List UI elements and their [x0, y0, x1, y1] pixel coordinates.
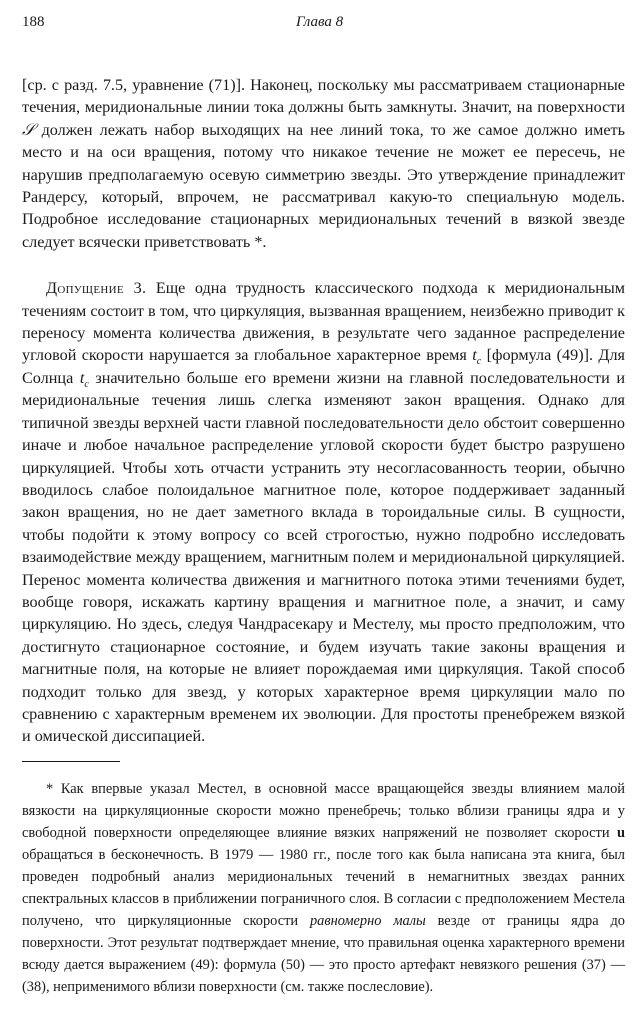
paragraph-assumption-3	[22, 277, 625, 748]
surface-symbol: 𝒮	[22, 119, 35, 139]
footnote-text-b: обращаться в бесконечность. В 1979 — 1980 гг., после того как была написана эта книга, был проведен подробный анализ меридиональных течений в немагнитных звездах ранних спектральных классов в приближении пограничного слоя. В согласии с предположением Местела получено, что циркуляционные скорости	[22, 846, 625, 929]
tc-2-base: t	[79, 368, 85, 387]
paragraph-2-text-c: значительно больше его времени жизни на главной последовательности и меридиональные течения лишь слегка изменяют закон вращения. Однако для типичной звезды верхней части главной последовательности дело обстоит совершенно иначе и любое начальное распределение угловой скорости будет быстро разрушено циркуляцией. Чтобы хоть отчасти устранить эту несогласованность теории, обычно вводилось слабое полоидальное магнитное поле, которое поддерживает заданный закон вращения, но не дает заметного вклада в тороидальные силы. В сущности, чтобы подойти к этому вопросу со всей строгостью, нужно подробно исследовать взаимодействие между вращением, магнитным полем и меридиональной циркуляцией. Перенос момента количества движения и магнитного потока этими течениями будет, вообще говоря, искажать картину вращения и магнитное поле, а значит, и саму циркуляцию. Но здесь, следуя Чандрасекару и Местелу, мы просто предположим, что достигнуто стационарное состояние, и будем изучать такие законы вращения и магнитные поля, на которые не влияет порождаемая ими циркуляция. Такой способ подходит только для звезд, у которых характерное время циркуляции мало по сравнению с характерным временем их эволюции. Для простоты пренебрежем вязкой и омической диссипацией.	[22, 368, 626, 746]
footnote-divider	[22, 761, 120, 762]
paragraph-1	[22, 74, 625, 253]
velocity-symbol-u: u	[616, 824, 625, 841]
running-head	[22, 14, 625, 40]
tc-2-sub: c	[84, 379, 89, 391]
paragraph-1-text-a: [ср. с разд. 7.5, уравнение (71)]. Наконец, поскольку мы рассматриваем стационарные течения, меридиональные линии тока должны быть замкнуты. Значит, на поверхности	[22, 76, 625, 117]
chapter-title: Глава 8	[296, 14, 344, 30]
tc-1-sub: c	[476, 356, 482, 368]
main-text	[22, 74, 625, 748]
book-page	[22, 14, 625, 1012]
paragraph-1-text-b: должен лежать набор выходящих на нее линий тока, то же самое должно иметь место и на оси вращения, потому что никакое течение не может ее пересечь, не нарушив предполагаемую осевую симметрию звезды. Это утверждение принадлежит Рандерсу, который, впрочем, не рассматривал какую-то специальную модель. Подробное исследование стационарных меридиональных течений в вязкой звезде следует всячески приветствовать *.	[22, 120, 625, 251]
paragraph-2-text-a: Еще одна трудность классического подхода к меридиональным течениям состоит в том, что циркуляция, вызванная вращением, неизбежно приводит к переносу момента количества движения, в результате чего заданное распределение угловой скорости нарушается за глобальное характерное время	[22, 279, 625, 365]
footnote-text-c: везде от границы ядра до поверхности. Этот результат подтверждает мнение, что правильная оценка характерного времени всюду дается выражением (49): формула (50) — это просто артефакт невязкого решения (37) — (38), неприменимого вблизи поверхности (см. также послесловие).	[22, 912, 625, 995]
paragraph-2-text-b: [формула (49)]. Для Солнца	[22, 346, 625, 387]
footnote-text-a: * Как впервые указал Местел, в основной массе вращающейся звезды влиянием малой вязкости на циркуляционные скорости можно пренебречь; только вблизи границы ядра и у свободной поверхности определяющее влияние вязких напряжений не позволяет скорости	[22, 780, 625, 841]
assumption-label: Допущение 3.	[46, 279, 147, 298]
tc-1-base: t	[472, 346, 477, 365]
time-tc-1	[472, 346, 482, 368]
footnote	[22, 778, 625, 998]
page-number: 188	[22, 14, 45, 30]
time-tc-2	[79, 368, 89, 391]
footnote-italic-phrase: равномерно малы	[309, 912, 426, 929]
